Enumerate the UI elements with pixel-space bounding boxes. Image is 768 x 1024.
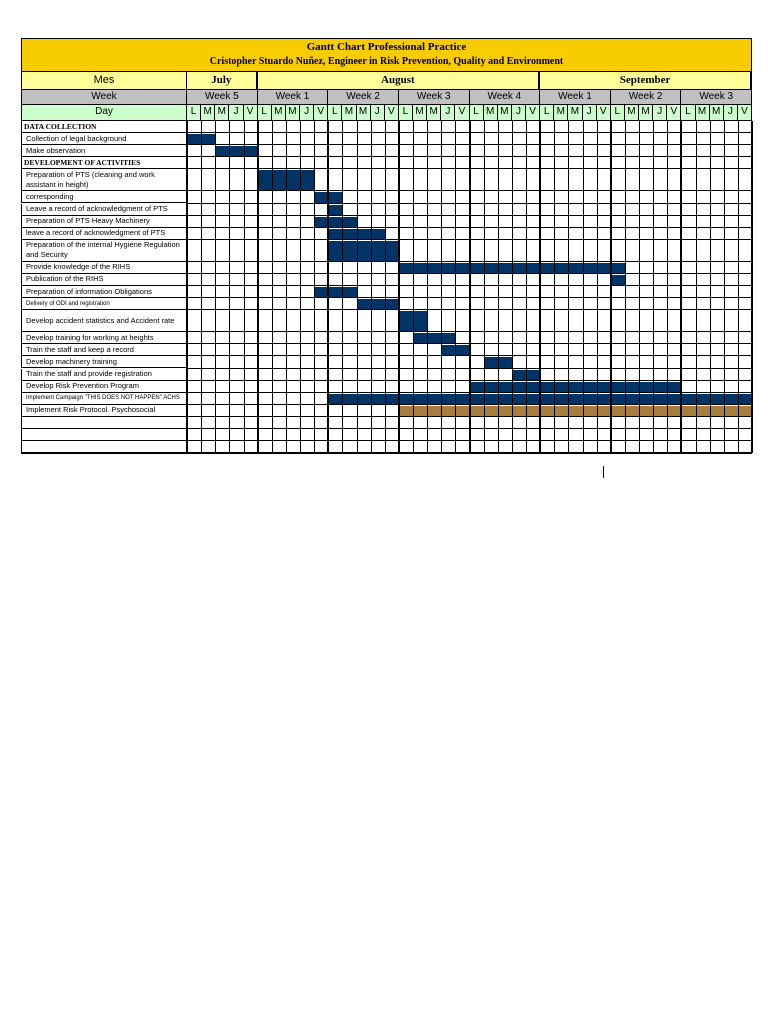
week-header-text: Week 2 xyxy=(628,91,663,102)
column-gridline xyxy=(680,121,682,453)
day-header-text: J xyxy=(233,106,239,117)
empty-task-label xyxy=(21,417,187,429)
chart-subtitle: Cristopher Stuardo Nuñez, Engineer in Risk Prevention, Quality and Environment xyxy=(209,56,564,67)
day-header xyxy=(681,105,695,121)
day-header xyxy=(484,105,498,121)
task-label-text: Collection of legal background xyxy=(26,133,127,143)
month-july xyxy=(187,72,258,90)
week-header xyxy=(187,90,258,105)
task-label xyxy=(21,405,187,417)
task-label-text: Develop accident statistics and Accident rate xyxy=(26,315,175,325)
day-header xyxy=(696,105,710,121)
column-gridline xyxy=(710,121,711,453)
column-gridline xyxy=(342,121,343,453)
column-gridline xyxy=(554,121,555,453)
day-header-text: M xyxy=(358,106,368,117)
day-header xyxy=(342,105,356,121)
task-label xyxy=(21,157,187,169)
day-header xyxy=(653,105,667,121)
column-gridline xyxy=(751,121,753,453)
task-label xyxy=(21,133,187,145)
row-label-week-text: Week xyxy=(91,91,117,102)
day-header xyxy=(455,105,469,121)
day-header xyxy=(385,105,399,121)
task-label-text: DATA COLLECTION xyxy=(24,121,97,131)
day-header xyxy=(286,105,300,121)
day-header xyxy=(272,105,286,121)
column-gridline xyxy=(738,121,739,453)
day-header xyxy=(625,105,639,121)
day-header xyxy=(244,105,258,121)
column-gridline xyxy=(526,121,527,453)
task-label-text: Make observation xyxy=(26,145,86,155)
column-gridline xyxy=(512,121,513,453)
day-header xyxy=(568,105,582,121)
week-header-text: Week 3 xyxy=(416,91,451,102)
gantt-sheet xyxy=(21,38,751,466)
day-header xyxy=(328,105,342,121)
day-header xyxy=(201,105,215,121)
column-gridline xyxy=(398,121,400,453)
day-header-text: L xyxy=(543,106,550,117)
day-header-text: M xyxy=(641,106,650,117)
week-header-text: Week 3 xyxy=(699,91,734,102)
week-header-text: Week 1 xyxy=(275,91,310,102)
day-header-text: L xyxy=(332,106,338,117)
task-label-text: Preparation of PTS (cleaning and work assistant in height) xyxy=(26,169,155,189)
task-label-text: Preparation of the internal Hygiene Regulation and Security xyxy=(26,240,180,260)
row-label-mes xyxy=(21,72,187,90)
task-label-text: leave a record of acknowledgment of PTS xyxy=(26,228,166,238)
day-header xyxy=(427,105,441,121)
column-gridline xyxy=(257,121,259,453)
day-header-text: M xyxy=(344,106,354,117)
day-header-text: V xyxy=(317,106,325,117)
day-header xyxy=(724,105,738,121)
day-header xyxy=(258,105,272,121)
empty-task-label xyxy=(21,429,187,441)
day-header-text: V xyxy=(670,106,678,117)
column-gridline xyxy=(427,121,428,453)
week-header xyxy=(328,90,399,105)
column-gridline xyxy=(469,121,471,453)
day-header-text: M xyxy=(697,106,707,117)
task-label xyxy=(21,310,187,332)
column-gridline xyxy=(215,121,216,453)
column-gridline xyxy=(186,121,188,453)
day-header xyxy=(470,105,484,121)
task-label-text: Train the staff and keep a record xyxy=(26,344,134,354)
week-header xyxy=(470,90,541,105)
column-gridline xyxy=(484,121,485,453)
task-label-text: Provide knowledge of the RIHS xyxy=(26,262,131,272)
day-header-text: M xyxy=(486,106,495,117)
day-header-text: M xyxy=(274,106,283,117)
day-header-text: L xyxy=(190,106,197,117)
task-label-text: DEVELOPMENT OF ACTIVITIES xyxy=(24,157,141,167)
day-header xyxy=(639,105,653,121)
month-september-text: September xyxy=(619,74,671,86)
day-header xyxy=(229,105,243,121)
day-header xyxy=(498,105,512,121)
column-gridline xyxy=(244,121,245,453)
day-header-text: J xyxy=(657,106,663,117)
column-gridline xyxy=(272,121,273,453)
task-label xyxy=(21,145,187,157)
week-header xyxy=(611,90,682,105)
day-header-text: M xyxy=(627,106,636,117)
task-label xyxy=(21,286,187,298)
day-header xyxy=(371,105,385,121)
row-label-mes-text: Mes xyxy=(93,74,115,86)
day-header xyxy=(399,105,413,121)
week-header xyxy=(681,90,752,105)
day-header xyxy=(187,105,201,121)
week-header-text: Week 4 xyxy=(487,91,522,102)
column-gridline xyxy=(568,121,569,453)
day-header xyxy=(667,105,681,121)
row-label-day xyxy=(21,105,187,121)
column-gridline xyxy=(201,121,202,453)
task-label xyxy=(21,216,187,228)
day-header xyxy=(215,105,229,121)
week-header xyxy=(399,90,470,105)
day-header-text: M xyxy=(203,106,212,117)
day-header-text: V xyxy=(599,106,607,117)
column-gridline xyxy=(724,121,725,453)
day-header xyxy=(314,105,328,121)
day-header-text: L xyxy=(261,106,267,117)
column-gridline xyxy=(653,121,654,453)
day-header-text: J xyxy=(727,106,733,117)
column-gridline xyxy=(229,121,230,453)
day-header xyxy=(583,105,597,121)
month-july-text: July xyxy=(211,74,232,86)
column-gridline xyxy=(597,121,598,453)
day-header-text: J xyxy=(374,106,380,117)
column-gridline xyxy=(300,121,301,453)
column-gridline xyxy=(455,121,456,453)
task-label-text: Train the staff and provide registration xyxy=(26,369,152,379)
task-label xyxy=(21,169,187,191)
task-label xyxy=(21,369,187,381)
task-label xyxy=(21,204,187,216)
day-header-text: M xyxy=(500,106,509,117)
day-header-text: L xyxy=(402,106,409,117)
day-header xyxy=(300,105,314,121)
task-label xyxy=(21,393,187,405)
column-gridline xyxy=(583,121,584,453)
column-gridline xyxy=(385,121,386,453)
day-header xyxy=(357,105,371,121)
task-label-text: Implement Campaign "THIS DOES NOT HAPPEN" ACHS xyxy=(26,395,180,402)
column-gridline xyxy=(357,121,358,453)
week-header-text: Week 5 xyxy=(204,91,239,102)
column-gridline xyxy=(696,121,697,453)
column-gridline xyxy=(441,121,442,453)
task-label-text: Develop machinery training xyxy=(26,356,117,366)
task-label-text: Preparation of PTS Heavy Machinery xyxy=(26,216,150,226)
day-header-text: J xyxy=(304,106,310,117)
day-header-text: V xyxy=(741,106,748,117)
column-gridline xyxy=(314,121,315,453)
day-header xyxy=(512,105,526,121)
day-header-text: M xyxy=(712,106,721,117)
chart-title: Gantt Chart Professional Practice xyxy=(306,41,467,53)
task-label xyxy=(21,228,187,240)
day-header-text: L xyxy=(473,106,479,117)
task-label xyxy=(21,356,187,368)
day-header xyxy=(554,105,568,121)
column-gridline xyxy=(371,121,372,453)
task-label-text: Leave a record of acknowledgment of PTS xyxy=(26,204,168,214)
task-label-text: Develop training for working at heights xyxy=(26,332,154,342)
day-header xyxy=(413,105,427,121)
task-label xyxy=(21,240,187,262)
column-gridline xyxy=(413,121,414,453)
day-header xyxy=(441,105,455,121)
day-header-text: M xyxy=(217,106,226,117)
task-label xyxy=(21,121,187,133)
day-header-text: M xyxy=(556,106,565,117)
column-gridline xyxy=(286,121,287,453)
day-header-text: V xyxy=(529,106,536,117)
day-header-text: J xyxy=(515,106,521,117)
day-header-text: V xyxy=(458,106,466,117)
task-label xyxy=(21,381,187,393)
day-header xyxy=(710,105,724,121)
chart-title-cell xyxy=(21,38,752,72)
day-header xyxy=(597,105,611,121)
month-august xyxy=(258,72,541,90)
day-header-text: M xyxy=(429,106,438,117)
day-header-text: V xyxy=(387,106,395,117)
week-header-text: Week 1 xyxy=(558,91,592,102)
day-header-text: M xyxy=(415,106,424,117)
month-august-text: August xyxy=(381,74,415,86)
task-label-text: corresponding xyxy=(26,191,74,201)
column-gridline xyxy=(498,121,499,453)
column-gridline xyxy=(667,121,668,453)
month-september xyxy=(540,72,752,90)
day-header xyxy=(540,105,554,121)
day-header xyxy=(526,105,540,121)
week-header-text: Week 2 xyxy=(346,91,380,102)
sheet-bottom-border xyxy=(21,452,752,454)
row-label-week xyxy=(21,90,187,105)
task-label xyxy=(21,191,187,203)
column-gridline xyxy=(610,121,612,453)
task-label xyxy=(21,274,187,286)
day-header-text: J xyxy=(586,106,592,117)
day-header-text: J xyxy=(445,106,451,117)
task-label-text: Preparation of information Obligations xyxy=(26,286,152,296)
day-header-text: M xyxy=(570,106,580,117)
task-label xyxy=(21,332,187,344)
column-gridline xyxy=(625,121,626,453)
day-header-text: L xyxy=(685,106,691,117)
day-header xyxy=(611,105,625,121)
task-label-text: Implement Risk Protocol. Psychosocial xyxy=(26,405,156,415)
column-gridline xyxy=(639,121,640,453)
task-label xyxy=(21,344,187,356)
row-label-day-text: Day xyxy=(95,106,113,117)
task-label xyxy=(21,298,187,310)
day-header-text: L xyxy=(614,106,621,117)
day-header xyxy=(738,105,752,121)
task-label xyxy=(21,262,187,274)
day-header-text: V xyxy=(246,106,254,117)
task-label-text: Publication of the RIHS xyxy=(26,274,104,284)
task-label-text: Delivery of ODI and registration xyxy=(26,300,110,307)
week-header xyxy=(540,90,611,105)
column-gridline xyxy=(327,121,329,453)
gantt-bar xyxy=(328,241,399,262)
day-header-text: M xyxy=(288,106,297,117)
column-gridline xyxy=(539,121,541,453)
task-label-text: Develop Risk Prevention Program xyxy=(26,381,139,391)
week-header xyxy=(258,90,329,105)
stray-gridline xyxy=(603,466,604,478)
